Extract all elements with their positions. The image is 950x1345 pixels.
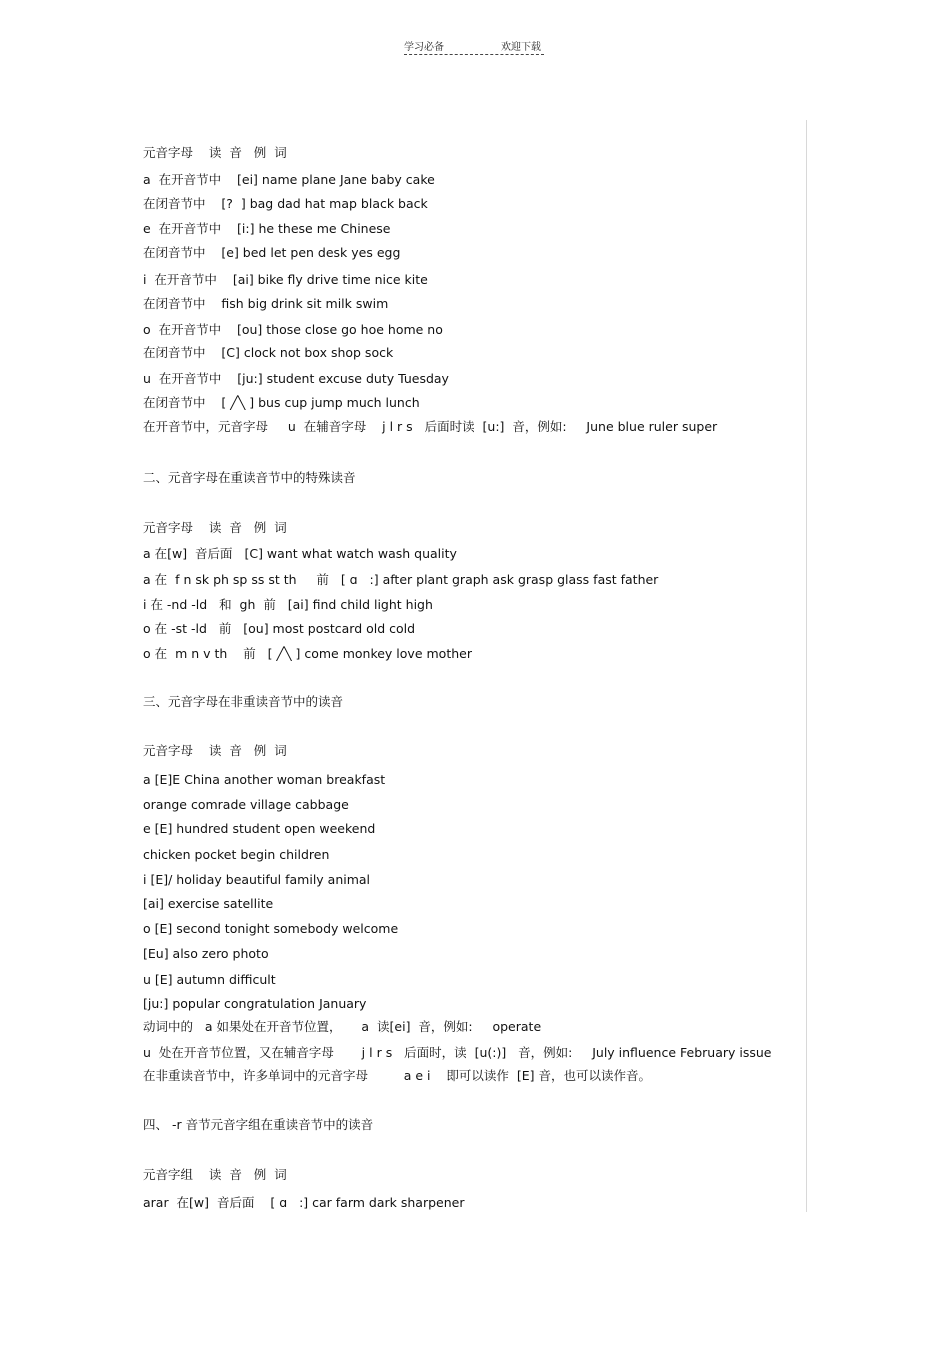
text-line: a 在开音节中 [ei] name plane Jane baby cake: [143, 172, 435, 187]
table-header-line: 元音字母 读 音 例 词: [143, 743, 287, 758]
text-line: [ai] exercise satellite: [143, 896, 274, 911]
text-line: 在闭音节中 [ ╱╲ ] bus cup jump much lunch: [143, 395, 420, 410]
table-header-line: 元音字母 读 音 例 词: [143, 520, 287, 535]
text-line: [Eu] also zero photo: [143, 946, 269, 961]
text-line: i 在开音节中 [ai] bike fly drive time nice kite: [143, 272, 428, 287]
right-margin-rule: [806, 120, 807, 1212]
header-dashed-rule: [404, 54, 544, 55]
text-line: o 在 m n v th 前 [ ╱╲ ] come monkey love mother: [143, 646, 472, 661]
text-line: 在闭音节中 [C] clock not box shop sock: [143, 345, 394, 360]
text-line: a 在 f n sk ph sp ss st th 前 [ ɑ :] after plant graph ask grasp glass fast father: [143, 572, 659, 587]
section-heading: 四、 -r 音节元音字组在重读音节中的读音: [143, 1117, 374, 1132]
text-line: a 在[w] 音后面 [C] want what watch wash quality: [143, 546, 457, 561]
text-line: 动词中的 a 如果处在开音节位置， a 读[ei] 音，例如: operate: [143, 1019, 542, 1034]
text-line: o 在 -st -ld 前 [ou] most postcard old cold: [143, 621, 416, 636]
text-line: u [E] autumn difficult: [143, 972, 276, 987]
text-line: orange comrade village cabbage: [143, 797, 349, 812]
text-line: 在闭音节中 [e] bed let pen desk yes egg: [143, 245, 401, 260]
text-line: a [E]E China another woman breakfast: [143, 772, 386, 787]
text-line: u 在开音节中 [ju:] student excuse duty Tuesday: [143, 371, 449, 386]
table-header-line: 元音字组 读 音 例 词: [143, 1167, 287, 1182]
text-line: o [E] second tonight somebody welcome: [143, 921, 399, 936]
text-line: 在闭音节中 [? ] bag dad hat map black back: [143, 196, 428, 211]
text-line: o 在开音节中 [ou] those close go hoe home no: [143, 322, 443, 337]
text-line: [ju:] popular congratulation January: [143, 996, 367, 1011]
text-line: chicken pocket begin children: [143, 847, 330, 862]
text-line: e [E] hundred student open weekend: [143, 821, 376, 836]
text-line: i [E]/ holiday beautiful family animal: [143, 872, 371, 887]
text-line: arar 在[w] 音后面 [ ɑ :] car farm dark sharpener: [143, 1195, 465, 1210]
text-line: 在闭音节中 fish big drink sit milk swim: [143, 296, 389, 311]
text-line: i 在 -nd -ld 和 gh 前 [ai] find child light high: [143, 597, 433, 612]
header-left-text: 学习必备: [404, 42, 444, 53]
text-line: 在非重读音节中，许多单词中的元音字母 a e i 即可以读作 [E] 音，也可以读作音。: [143, 1068, 651, 1083]
section-heading: 三、元音字母在非重读音节中的读音: [143, 694, 344, 709]
table-header-line: 元音字母 读 音 例 词: [143, 145, 287, 160]
text-line: e 在开音节中 [i:] he these me Chinese: [143, 221, 391, 236]
header-right-text: 欢迎下载: [501, 42, 541, 53]
section-heading: 二、元音字母在重读音节中的特殊读音: [143, 470, 356, 485]
text-line: 在开音节中，元音字母 u 在辅音字母 j l r s 后面时读 [u:] 音，例如: June blue ruler super: [143, 419, 718, 434]
text-line: u 处在开音节位置，又在辅音字母 j l r s 后面时，读 [u(:)] 音，例如: July influence February issue: [143, 1045, 772, 1060]
